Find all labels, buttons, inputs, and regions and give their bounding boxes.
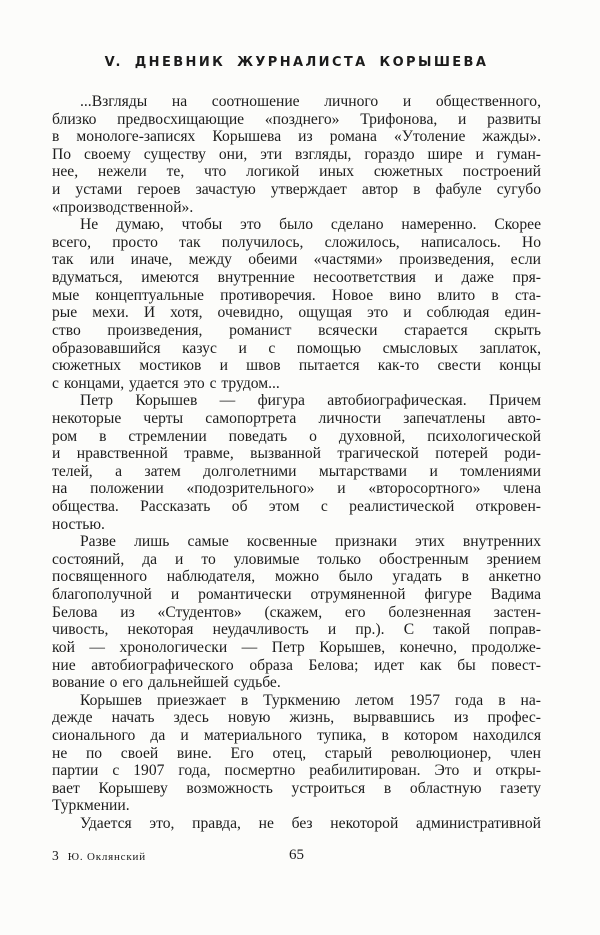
signature-number: 3	[52, 848, 59, 863]
text-line: некоторые черты самопортрета личности запечатлены авто-	[52, 409, 541, 427]
text-line: и нравственной травме, вызванной трагической потерей роди-	[52, 445, 541, 463]
paragraph	[52, 815, 541, 833]
text-line: Петр Корышев — фигура автобиографическая. Причем	[80, 392, 541, 410]
text-line: состояний, да и то уловимые только обостренным зрением	[52, 550, 541, 568]
text-line: Разве лишь самые косвенные признаки этих внутренних	[80, 533, 541, 551]
text-line: Не думаю, чтобы это было сделано намеренно. Скорее	[80, 216, 541, 234]
text-line: рые мехи. И хотя, очевидно, ощущая это и соблюдая един-	[52, 304, 541, 322]
text-line: вование о его дальнейшей судьбе.	[52, 674, 281, 692]
text-line: партии с 1907 года, посмертно реабилитирован. Это и откры-	[52, 762, 541, 780]
text-line: в монологе-записях Корышева из романа «Утоление жажды».	[52, 128, 541, 146]
text-line: чивость, некоторая неудачливость и пр.). С такой поправ-	[52, 621, 541, 639]
text-line: «производственной».	[52, 198, 194, 216]
text-line: дежде начать здесь новую жизнь, вырвавшись из профес-	[52, 709, 541, 727]
page-footer	[52, 847, 541, 865]
text-line: так или иначе, между обеими «частями» произведения, если	[52, 251, 541, 269]
paragraph	[52, 392, 541, 533]
text-line: Туркмении.	[52, 797, 130, 815]
chapter-title: V. ДНЕВНИК ЖУРНАЛИСТА КОРЫШЕВА	[104, 55, 489, 70]
text-line: и устами героев зачастую утверждает автор в фабуле сугубо	[52, 181, 541, 199]
paragraph	[52, 93, 541, 216]
text-line: кой — хронологически — Петр Корышев, конечно, продолже-	[52, 638, 541, 656]
text-line: посвященного наблюдателя, можно было угадать в анкетно	[52, 568, 541, 586]
text-line: Удается это, правда, не без некоторой административной	[80, 814, 541, 832]
signature-author: Ю. Оклянский	[67, 851, 146, 863]
text-line: нее, нежели те, что логикой иных сюжетных построений	[52, 163, 541, 181]
text-line: ...Взгляды на соотношение личного и общественного,	[80, 93, 541, 110]
text-line: не по своей вине. Его отец, старый революционер, член	[52, 744, 541, 762]
text-line: сионального да и материального тупика, в котором находился	[52, 726, 541, 744]
text-line: вдуматься, имеются внутренние несоответствия и даже пря-	[52, 269, 541, 287]
text-line: ностью.	[52, 515, 105, 533]
text-line: общества. Рассказать об этом с реалистической откровен-	[52, 498, 541, 516]
text-line: на положении «подозрительного» и «второсортного» члена	[52, 480, 541, 498]
text-line: мые концептуальные противоречия. Новое вино влито в ста-	[52, 286, 541, 304]
text-line: всего, просто так получилось, сложилось, написалось. Но	[52, 233, 541, 251]
paragraph	[52, 533, 541, 691]
text-line: ром в стремлении поведать о духовной, психологической	[52, 427, 541, 445]
text-line: с концами, удается это с трудом...	[52, 374, 280, 392]
text-line: Корышев приезжает в Туркмению летом 1957 года в на-	[80, 691, 541, 709]
page-number: 65	[289, 847, 304, 863]
text-line: Белова из «Студентов» (скажем, его болезненная застен-	[52, 603, 541, 621]
text-line: сюжетных мостиков и швов пытается как-то свести концы	[52, 357, 541, 375]
text-line: близко предвосхищающие «позднего» Трифонова, и развиты	[52, 110, 541, 128]
text-line: ние автобиографического образа Белова; идет как бы повест-	[52, 656, 541, 674]
text-block	[52, 93, 541, 833]
text-line: образовавшийся казус и с помощью смысловых заплаток,	[52, 339, 541, 357]
paragraph	[52, 692, 541, 815]
text-line: телей, а затем долголетними мытарствами и томлениями	[52, 462, 541, 480]
text-line: ство произведения, романист всячески старается скрыть	[52, 321, 541, 339]
paragraph	[52, 216, 541, 392]
text-line: благополучной и романтически отрумяненной фигуре Вадима	[52, 586, 541, 604]
text-line: По своему существу они, эти взгляды, гораздо шире и гуман-	[52, 145, 541, 163]
text-line: вает Корышеву возможность устроиться в областную газету	[52, 779, 541, 797]
